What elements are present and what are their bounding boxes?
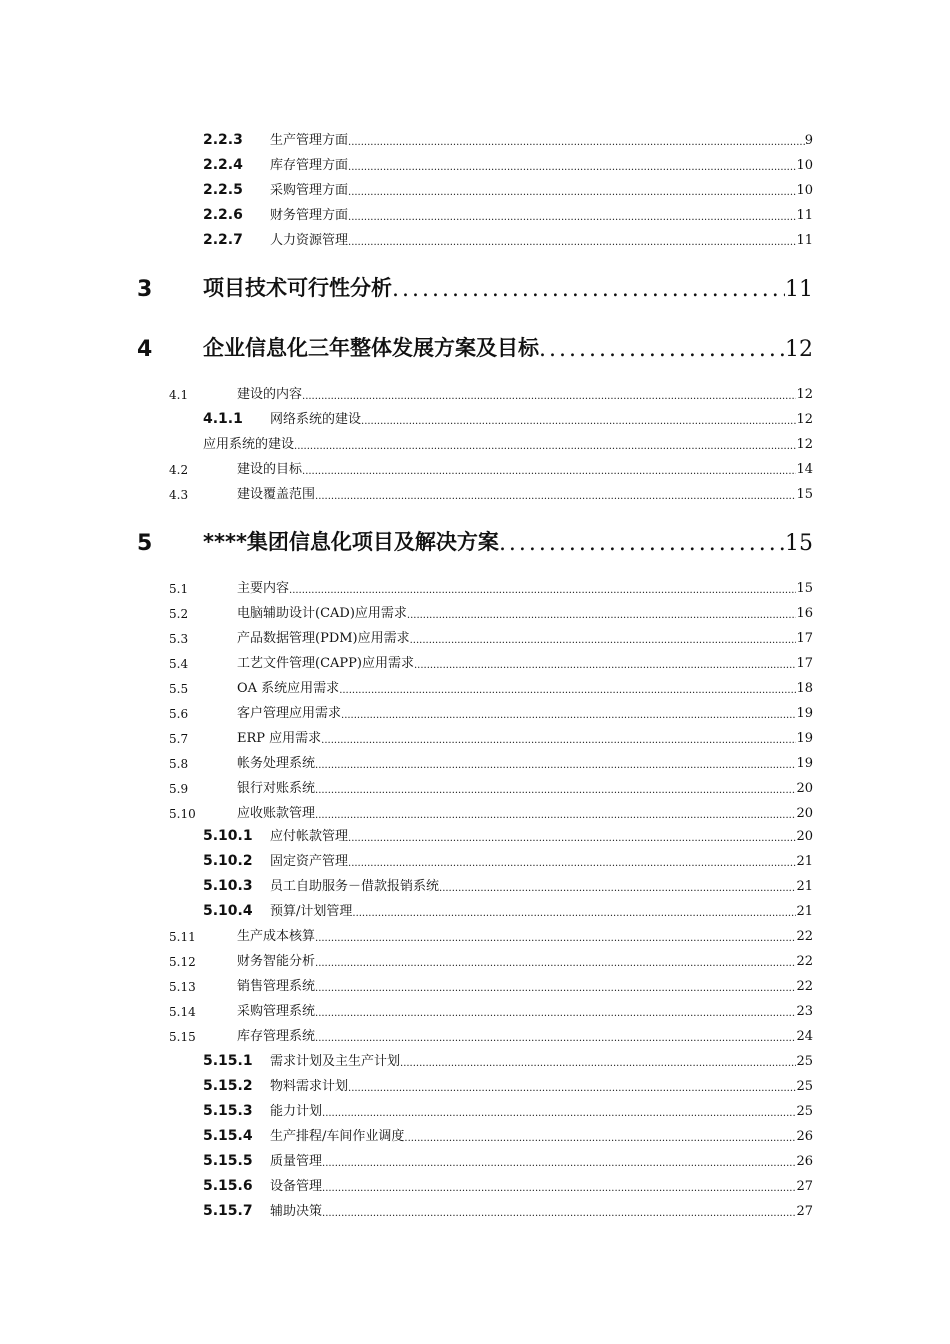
toc-entry[interactable] [169, 799, 813, 821]
toc-entry-number: 5.10.2 [203, 853, 253, 869]
toc-page-number: 25 [796, 1104, 813, 1119]
toc-dot-leader [348, 187, 796, 198]
toc-page-number: 17 [796, 656, 813, 671]
toc-page-number: 12 [785, 337, 813, 362]
toc-page-number: 17 [796, 631, 813, 646]
toc-page-number: 24 [796, 1029, 813, 1044]
toc-chapter-entry[interactable] [137, 522, 813, 556]
toc-entry-title: 采购管理系统 [237, 1004, 316, 1019]
toc-entry-number: 5.10 [169, 807, 196, 821]
toc-page-number: 11 [785, 277, 813, 302]
toc-dot-leader [392, 277, 785, 302]
toc-entry-title: 员工自助服务－借款报销系统 [270, 879, 440, 894]
toc-entry[interactable] [169, 380, 813, 402]
toc-page-number: 22 [796, 954, 813, 969]
toc-entry[interactable] [169, 574, 813, 596]
toc-page-number: 12 [796, 412, 813, 427]
toc-entry[interactable] [203, 1122, 813, 1144]
toc-dot-leader [348, 212, 796, 223]
toc-dot-leader [294, 441, 796, 452]
toc-entry[interactable] [203, 430, 813, 452]
toc-dot-leader [339, 685, 796, 696]
toc-entry-title: 应付帐款管理 [270, 829, 349, 844]
toc-entry[interactable] [203, 176, 813, 198]
toc-dot-leader [322, 1183, 796, 1194]
toc-page-number: 23 [796, 1004, 813, 1019]
toc-entry[interactable] [169, 749, 813, 771]
toc-entry-number: 5.10.1 [203, 828, 253, 844]
toc-entry-number: 5.7 [169, 732, 189, 746]
toc-dot-leader [321, 735, 796, 746]
toc-entry-number: 5.15.6 [203, 1178, 253, 1194]
toc-entry-number: 5.5 [169, 682, 189, 696]
toc-page-number: 27 [796, 1179, 813, 1194]
toc-entry-title: 帐务处理系统 [237, 756, 316, 771]
toc-chapter-entry[interactable] [137, 328, 813, 362]
toc-entry-number: 5.14 [169, 1005, 196, 1019]
toc-entry-number: 5.3 [169, 632, 189, 646]
toc-entry-number: 5.15 [169, 1030, 196, 1044]
toc-entry-title: 生产成本核算 [237, 929, 316, 944]
toc-entry-number: 5.2 [169, 607, 189, 621]
toc-page-number: 11 [796, 233, 813, 248]
toc-page-number: 14 [796, 462, 813, 477]
toc-entry-number: 4 [137, 337, 153, 362]
toc-entry-title: 生产管理方面 [270, 133, 349, 148]
toc-entry[interactable] [203, 226, 813, 248]
toc-entry-number: 5 [137, 531, 153, 556]
toc-entry[interactable] [203, 822, 813, 844]
toc-entry-title: 销售管理系统 [237, 979, 316, 994]
toc-entry-title: 辅助决策 [270, 1204, 323, 1219]
toc-dot-leader [352, 908, 796, 919]
toc-entry-title: 需求计划及主生产计划 [270, 1054, 401, 1069]
toc-dot-leader [315, 958, 796, 969]
toc-page-number: 19 [796, 731, 813, 746]
toc-entry-number: 2.2.5 [203, 182, 243, 198]
toc-dot-leader [289, 585, 796, 596]
toc-dot-leader [315, 1008, 796, 1019]
toc-entry-title: 生产排程/车间作业调度 [270, 1129, 405, 1144]
toc-entry-number: 5.8 [169, 757, 189, 771]
toc-dot-leader [315, 933, 796, 944]
toc-page-number: 10 [796, 183, 813, 198]
toc-entry-title: 项目技术可行性分析 [203, 276, 392, 300]
toc-entry[interactable] [203, 201, 813, 223]
toc-entry[interactable] [169, 455, 813, 477]
toc-entry[interactable] [203, 1097, 813, 1119]
toc-entry-title: 银行对账系统 [237, 781, 316, 796]
toc-dot-leader [348, 162, 796, 173]
toc-page-number: 22 [796, 929, 813, 944]
toc-entry-title: 采购管理方面 [270, 183, 349, 198]
toc-entry-number: 5.11 [169, 930, 196, 944]
toc-entry-title: 主要内容 [237, 581, 290, 596]
toc-entry-number: 5.10.3 [203, 878, 253, 894]
toc-dot-leader [315, 983, 796, 994]
toc-entry-title: 物料需求计划 [270, 1079, 349, 1094]
toc-entry-number: 2.2.7 [203, 232, 243, 248]
toc-entry[interactable] [169, 480, 813, 502]
toc-entry[interactable] [203, 126, 813, 148]
toc-dot-leader [302, 391, 796, 402]
toc-entry-number: 4.1.1 [203, 411, 243, 427]
toc-entry-title: 建设覆盖范围 [237, 487, 316, 502]
toc-page-number: 27 [796, 1204, 813, 1219]
toc-page-number: 21 [796, 904, 813, 919]
toc-entry-number: 2.2.4 [203, 157, 243, 173]
toc-entry[interactable] [169, 699, 813, 721]
toc-entry-title: 人力资源管理 [270, 233, 349, 248]
toc-entry-title: 建设的内容 [237, 387, 303, 402]
toc-page-number: 15 [785, 531, 813, 556]
toc-dot-leader [315, 760, 796, 771]
toc-dot-leader [315, 785, 796, 796]
toc-page-number: 15 [796, 581, 813, 596]
toc-page-number: 18 [796, 681, 813, 696]
toc-entry-number: 2.2.6 [203, 207, 243, 223]
toc-entry[interactable] [169, 1022, 813, 1044]
toc-entry-title: 财务智能分析 [237, 954, 316, 969]
toc-page-number: 19 [796, 706, 813, 721]
toc-page-number: 20 [796, 806, 813, 821]
toc-entry-title: 产品数据管理(PDM)应用需求 [237, 631, 410, 646]
toc-page-number: 22 [796, 979, 813, 994]
toc-page-number: 25 [796, 1079, 813, 1094]
toc-entry[interactable] [203, 1047, 813, 1069]
toc-dot-leader [322, 1108, 796, 1119]
toc-dot-leader [361, 416, 796, 427]
toc-entry-number: 5.10.4 [203, 903, 253, 919]
toc-entry[interactable] [169, 774, 813, 796]
toc-entry-number: 5.12 [169, 955, 196, 969]
toc-entry-title: 网络系统的建设 [270, 412, 362, 427]
toc-entry-title: 应收账款管理 [237, 806, 316, 821]
toc-page-number: 12 [796, 437, 813, 452]
toc-entry-number: 5.15.1 [203, 1053, 253, 1069]
toc-page-number: 20 [796, 781, 813, 796]
toc-dot-leader [315, 1033, 796, 1044]
toc-dot-leader [410, 635, 797, 646]
toc-entry-number: 3 [137, 277, 153, 302]
toc-dot-leader [341, 710, 796, 721]
toc-entry-title: 工艺文件管理(CAPP)应用需求 [237, 656, 414, 671]
toc-entry-title: 财务管理方面 [270, 208, 349, 223]
toc-entry[interactable] [169, 674, 813, 696]
toc-entry[interactable] [203, 897, 813, 919]
toc-dot-leader [439, 883, 796, 894]
toc-entry-title: ERP 应用需求 [237, 731, 322, 746]
toc-entry-title: 设备管理 [270, 1179, 323, 1194]
toc-entry[interactable] [169, 972, 813, 994]
toc-entry[interactable] [169, 624, 813, 646]
toc-entry-number: 5.15.3 [203, 1103, 253, 1119]
toc-entry-title: 质量管理 [270, 1154, 323, 1169]
toc-dot-leader [348, 1083, 796, 1094]
toc-entry-number: 4.1 [169, 388, 189, 402]
toc-page-number: 26 [796, 1154, 813, 1169]
toc-entry[interactable] [203, 151, 813, 173]
toc-dot-leader [322, 1158, 796, 1169]
toc-entry[interactable] [169, 724, 813, 746]
toc-entry[interactable] [169, 599, 813, 621]
toc-entry[interactable] [203, 1147, 813, 1169]
toc-entry[interactable] [169, 997, 813, 1019]
toc-page-number: 9 [804, 133, 813, 148]
toc-entry-number: 5.4 [169, 657, 189, 671]
toc-entry[interactable] [203, 847, 813, 869]
toc-entry-title: 库存管理方面 [270, 158, 349, 173]
toc-dot-leader [414, 660, 796, 671]
toc-entry[interactable] [203, 872, 813, 894]
toc-entry[interactable] [169, 947, 813, 969]
toc-dot-leader [322, 1208, 796, 1219]
toc-entry-number: 5.15.4 [203, 1128, 253, 1144]
toc-dot-leader [348, 833, 796, 844]
toc-page-number: 15 [796, 487, 813, 502]
toc-entry-title: OA 系统应用需求 [237, 681, 340, 696]
toc-entry-number: 4.2 [169, 463, 189, 477]
toc-entry-number: 2.2.3 [203, 132, 243, 148]
toc-dot-leader [499, 531, 785, 556]
toc-dot-leader [348, 858, 796, 869]
toc-entry[interactable] [203, 1072, 813, 1094]
toc-page-number: 11 [796, 208, 813, 223]
toc-entry-number: 5.6 [169, 707, 189, 721]
toc-entry[interactable] [169, 649, 813, 671]
toc-dot-leader [348, 237, 796, 248]
toc-page-number: 12 [796, 387, 813, 402]
toc-chapter-entry[interactable] [137, 268, 813, 302]
toc-entry-title: 客户管理应用需求 [237, 706, 342, 721]
toc-entry-title: 固定资产管理 [270, 854, 349, 869]
toc-page-number: 16 [796, 606, 813, 621]
toc-page-number: 21 [796, 879, 813, 894]
toc-entry-number: 4.3 [169, 488, 189, 502]
toc-entry-number: 5.15.2 [203, 1078, 253, 1094]
toc-entry-title: 电脑辅助设计(CAD)应用需求 [237, 606, 407, 621]
toc-page-number: 10 [796, 158, 813, 173]
toc-entry-number: 5.15.5 [203, 1153, 253, 1169]
toc-dot-leader [348, 137, 805, 148]
toc-dot-leader [315, 491, 796, 502]
toc-entry-title: ****集团信息化项目及解决方案 [203, 530, 499, 554]
toc-entry-title: 企业信息化三年整体发展方案及目标 [203, 336, 539, 360]
toc-page-number: 25 [796, 1054, 813, 1069]
toc-dot-leader [302, 466, 796, 477]
toc-page-number: 26 [796, 1129, 813, 1144]
toc-dot-leader [404, 1133, 796, 1144]
toc-entry-number: 5.13 [169, 980, 196, 994]
toc-page-number: 21 [796, 854, 813, 869]
toc-entry-title: 能力计划 [270, 1104, 323, 1119]
toc-page-number: 19 [796, 756, 813, 771]
toc-entry[interactable] [203, 1197, 813, 1219]
toc-dot-leader [315, 810, 796, 821]
toc-entry[interactable] [203, 405, 813, 427]
toc-dot-leader [539, 337, 785, 362]
toc-entry-number: 5.9 [169, 782, 189, 796]
toc-entry-title: 库存管理系统 [237, 1029, 316, 1044]
toc-entry[interactable] [203, 1172, 813, 1194]
toc-entry-number: 5.15.7 [203, 1203, 253, 1219]
toc-entry-number: 5.1 [169, 582, 189, 596]
toc-entry-title: 预算/计划管理 [270, 904, 353, 919]
toc-entry[interactable] [169, 922, 813, 944]
toc-entry-title: 应用系统的建设 [203, 437, 295, 452]
toc-dot-leader [400, 1058, 796, 1069]
toc-entry-title: 建设的目标 [237, 462, 303, 477]
toc-page-number: 20 [796, 829, 813, 844]
toc-dot-leader [407, 610, 797, 621]
